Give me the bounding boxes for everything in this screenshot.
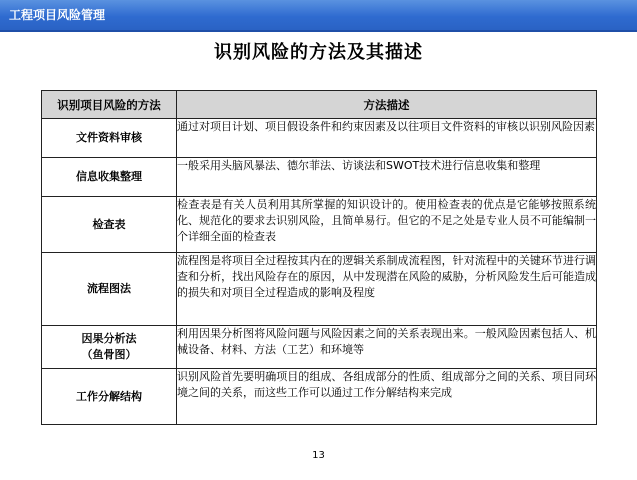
table-row <box>42 158 597 197</box>
method-cell: 流程图法 <box>42 253 177 326</box>
header-title: 工程项目风险管理 <box>9 8 106 22</box>
description-cell: 通过对项目计划、项目假设条件和约束因素及以往项目文件资料的审核以识别风险因素 <box>177 119 597 158</box>
description-cell: 利用因果分析图将风险问题与风险因素之间的关系表现出来。一般风险因素包括人、机械设备、材料、方法（工艺）和环境等 <box>177 326 597 369</box>
table-row <box>42 253 597 326</box>
table-row <box>42 119 597 158</box>
table-header-row <box>42 91 597 119</box>
method-cell: 文件资料审核 <box>42 119 177 158</box>
method-cell: 信息收集整理 <box>42 158 177 197</box>
description-cell: 识别风险首先要明确项目的组成、各组成部分的性质、组成部分之间的关系、项目同环境之间的关系，而这些工作可以通过工作分解结构来完成 <box>177 369 597 425</box>
method-cell-line: 因果分析法 <box>81 332 137 345</box>
method-cell <box>42 326 177 369</box>
slide-title: 识别风险的方法及其描述 <box>214 42 423 63</box>
header-divider <box>0 30 637 32</box>
table-row <box>42 369 597 425</box>
table-row <box>42 197 597 253</box>
page-number: 13 <box>312 450 325 461</box>
table-row <box>42 326 597 369</box>
column-header-method: 识别项目风险的方法 <box>42 91 177 119</box>
description-cell: 检查表是有关人员利用其所掌握的知识设计的。使用检查表的优点是它能够按照系统化、规范化的要求去识别风险，且简单易行。但它的不足之处是专业人员不可能编制一个详细全面的检查表 <box>177 197 597 253</box>
column-header-description: 方法描述 <box>177 91 597 119</box>
description-cell: 一般采用头脑风暴法、德尔菲法、访谈法和SWOT技术进行信息收集和整理 <box>177 158 597 197</box>
method-cell: 工作分解结构 <box>42 369 177 425</box>
method-cell-line: （鱼骨图） <box>81 348 137 361</box>
risk-methods-table <box>41 90 597 425</box>
method-cell: 检查表 <box>42 197 177 253</box>
header-bar <box>0 0 637 30</box>
description-cell: 流程图是将项目全过程按其内在的逻辑关系制成流程图，针对流程中的关键环节进行调查和分析，找出风险存在的原因，从中发现潜在风险的威胁，分析风险发生后可能造成的损失和对项目全过程造成的影响及程度 <box>177 253 597 326</box>
